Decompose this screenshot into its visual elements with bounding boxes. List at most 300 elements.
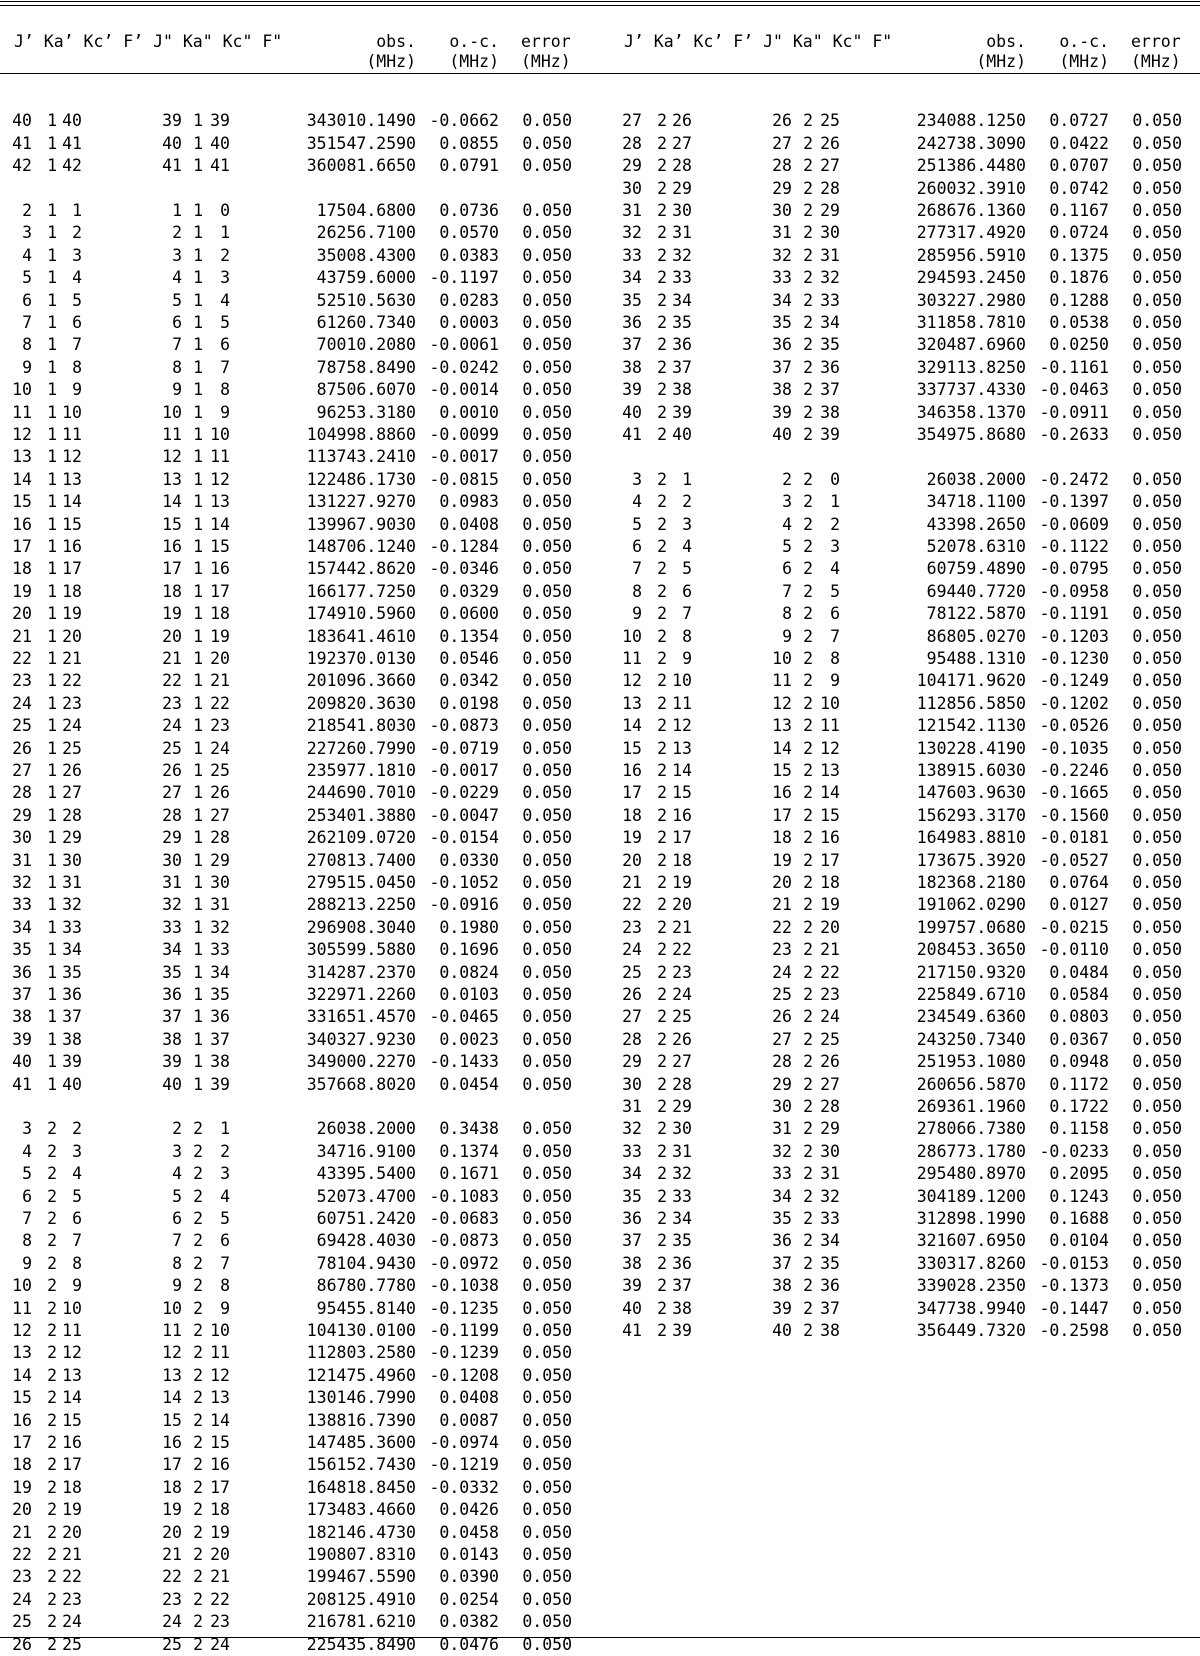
ka-upper-cell: 1 (47, 940, 57, 960)
ka-lower-cell: 2 (803, 290, 813, 310)
freq-error-cell: 0.050 (1132, 133, 1182, 153)
ka-lower-cell: 1 (193, 537, 203, 556)
table-row (610, 962, 1200, 984)
kc-upper-cell: 2 (72, 223, 82, 243)
obs-freq-cell: 296908.3040 (306, 917, 416, 937)
obs-freq-cell: 208453.3650 (916, 940, 1026, 960)
kc-upper-cell: 5 (72, 1186, 82, 1206)
j-upper-cell: 37 (12, 985, 32, 1004)
ka-upper-cell: 1 (47, 313, 57, 332)
ka-upper-cell: 2 (657, 917, 667, 937)
obs-calc-cell: -0.0346 (429, 559, 499, 579)
j-upper-cell: 11 (12, 1298, 32, 1318)
ka-upper-cell: 1 (47, 738, 57, 758)
obs-freq-cell: 156293.3170 (916, 805, 1026, 825)
ka-upper-cell: 2 (47, 1589, 57, 1609)
ka-upper-cell: 2 (657, 1141, 667, 1161)
kc-upper-cell: 10 (62, 402, 82, 422)
freq-error-cell: 0.050 (1132, 738, 1182, 758)
j-lower-cell: 23 (162, 1589, 182, 1609)
j-lower-cell: 5 (782, 537, 792, 556)
ka-upper-cell: 2 (657, 469, 667, 489)
quantum-numbers-header: J’ Ka’ Kc’ F’ J" Ka" Kc" F" (624, 32, 893, 51)
kc-upper-cell: 9 (72, 380, 82, 400)
j-upper-cell: 34 (622, 1164, 642, 1184)
obs-calc-cell: 0.0382 (439, 1612, 499, 1632)
kc-upper-cell: 21 (672, 917, 692, 937)
j-upper-cell: 28 (622, 133, 642, 153)
obs-calc-cell: 0.0422 (1049, 133, 1109, 153)
j-lower-cell: 28 (162, 805, 182, 825)
j-upper-cell: 32 (622, 223, 642, 243)
obs-calc-cell: -0.0017 (429, 447, 499, 467)
j-lower-cell: 12 (162, 447, 182, 467)
ka-lower-cell: 2 (803, 559, 813, 579)
freq-error-cell: 0.050 (1132, 850, 1182, 870)
j-upper-cell: 4 (22, 245, 32, 265)
table-row (610, 558, 1200, 580)
kc-upper-cell: 41 (62, 133, 82, 153)
table-row (610, 491, 1200, 513)
table-row (610, 424, 1200, 446)
j-upper-cell: 16 (622, 761, 642, 780)
freq-error-cell: 0.050 (1132, 537, 1182, 556)
j-lower-cell: 24 (772, 962, 792, 982)
obs-calc-cell: 0.0143 (439, 1545, 499, 1564)
ka-upper-cell: 2 (657, 671, 667, 691)
freq-error-cell: 0.050 (522, 156, 572, 176)
freq-error-cell: 0.050 (522, 1298, 572, 1318)
obs-calc-cell: 0.0283 (439, 290, 499, 310)
ka-lower-cell: 2 (803, 156, 813, 176)
ka-lower-cell: 1 (193, 985, 203, 1004)
table-row (610, 850, 1200, 872)
j-upper-cell: 6 (22, 1186, 32, 1206)
j-upper-cell: 38 (622, 1253, 642, 1273)
kc-upper-cell: 36 (672, 1253, 692, 1273)
j-lower-cell: 28 (772, 156, 792, 176)
kc-upper-cell: 6 (72, 313, 82, 332)
j-upper-cell: 36 (12, 962, 32, 982)
freq-error-cell: 0.050 (522, 357, 572, 377)
obs-calc-cell: 0.0600 (439, 604, 499, 624)
kc-lower-cell: 28 (820, 1097, 840, 1116)
kc-lower-cell: 6 (220, 1231, 230, 1251)
obs-calc-cell: -0.0974 (429, 1433, 499, 1452)
ka-lower-cell: 2 (193, 1186, 203, 1206)
ka-lower-cell: 2 (803, 425, 813, 444)
j-lower-cell: 9 (782, 626, 792, 646)
j-lower-cell: 37 (162, 1007, 182, 1027)
ka-upper-cell: 2 (657, 649, 667, 668)
j-upper-cell: 34 (12, 917, 32, 937)
obs-freq-cell: 251386.4480 (916, 156, 1026, 176)
j-upper-cell: 10 (12, 1276, 32, 1296)
obs-freq-cell: 190807.8310 (306, 1545, 416, 1564)
j-upper-cell: 5 (22, 268, 32, 288)
freq-error-cell: 0.050 (522, 1253, 572, 1273)
freq-error-cell: 0.050 (1132, 1253, 1182, 1273)
j-lower-cell: 25 (162, 1634, 182, 1654)
ka-upper-cell: 2 (47, 1321, 57, 1340)
j-upper-cell: 5 (632, 514, 642, 534)
kc-upper-cell: 35 (672, 313, 692, 332)
obs-freq-cell: 201096.3660 (306, 671, 416, 691)
kc-upper-cell: 32 (672, 245, 692, 265)
ka-upper-cell: 1 (47, 962, 57, 982)
j-upper-cell: 40 (622, 1298, 642, 1318)
obs-calc-cell: -0.0683 (429, 1209, 499, 1228)
j-lower-cell: 20 (162, 626, 182, 646)
obs-freq-cell: 209820.3630 (306, 693, 416, 713)
freq-error-cell: 0.050 (522, 1589, 572, 1609)
j-upper-cell: 20 (12, 604, 32, 624)
obs-freq-cell: 225849.6710 (916, 985, 1026, 1004)
ka-upper-cell: 1 (47, 581, 57, 601)
freq-error-cell: 0.050 (1132, 985, 1182, 1004)
obs-freq-cell: 360081.6650 (306, 156, 416, 176)
kc-upper-cell: 7 (72, 335, 82, 355)
j-lower-cell: 17 (162, 559, 182, 579)
j-lower-cell: 22 (772, 917, 792, 937)
kc-upper-cell: 39 (672, 402, 692, 422)
obs-freq-cell: 346358.1370 (916, 402, 1026, 422)
table-row (610, 222, 1200, 244)
j-lower-cell: 21 (162, 649, 182, 668)
ka-upper-cell: 1 (47, 1074, 57, 1094)
ka-upper-cell: 2 (657, 1097, 667, 1116)
obs-freq-cell: 320487.6960 (916, 335, 1026, 355)
obs-freq-cell: 147485.3600 (306, 1433, 416, 1452)
kc-upper-cell: 25 (62, 738, 82, 758)
kc-lower-cell: 31 (820, 245, 840, 265)
obs-calc-cell: -0.0242 (429, 357, 499, 377)
j-upper-cell: 31 (12, 850, 32, 870)
j-lower-cell: 32 (162, 895, 182, 915)
ka-lower-cell: 2 (193, 1545, 203, 1564)
obs-calc-cell: 0.1374 (439, 1141, 499, 1161)
ka-upper-cell: 2 (657, 1276, 667, 1296)
obs-freq-cell: 343010.1490 (306, 111, 416, 131)
obs-freq-cell: 312898.1990 (916, 1209, 1026, 1228)
j-lower-cell: 7 (782, 581, 792, 601)
kc-upper-cell: 28 (672, 156, 692, 176)
obs-freq-cell: 321607.6950 (916, 1231, 1026, 1251)
ka-lower-cell: 2 (803, 985, 813, 1004)
ka-upper-cell: 1 (47, 156, 57, 176)
obs-calc-cell: -0.0873 (429, 716, 499, 736)
j-upper-cell: 25 (12, 1612, 32, 1632)
freq-error-cell: 0.050 (1132, 245, 1182, 265)
ka-lower-cell: 2 (803, 895, 813, 915)
obs-freq-cell: 314287.2370 (306, 962, 416, 982)
table-row (610, 200, 1200, 222)
kc-lower-cell: 1 (220, 1119, 230, 1139)
obs-freq-cell: 357668.8020 (306, 1074, 416, 1094)
obs-freq-cell: 26256.7100 (316, 223, 416, 243)
j-upper-cell: 35 (12, 940, 32, 960)
j-lower-cell: 40 (772, 1321, 792, 1340)
kc-lower-cell: 19 (210, 626, 230, 646)
ka-upper-cell: 1 (47, 245, 57, 265)
j-lower-cell: 31 (772, 1119, 792, 1139)
freq-error-cell: 0.050 (1132, 313, 1182, 332)
freq-error-cell: 0.050 (522, 805, 572, 825)
kc-upper-cell: 42 (62, 156, 82, 176)
j-lower-cell: 15 (772, 761, 792, 780)
obs-calc-cell: -0.1219 (429, 1455, 499, 1475)
j-lower-cell: 39 (772, 1298, 792, 1318)
obs-freq-cell: 52510.5630 (316, 290, 416, 310)
obs-calc-cell: -0.1202 (1039, 693, 1109, 713)
kc-upper-cell: 33 (672, 1186, 692, 1206)
j-upper-cell: 30 (622, 1074, 642, 1094)
j-upper-cell: 14 (12, 1365, 32, 1385)
j-upper-cell: 23 (12, 671, 32, 691)
obs-freq-cell: 52073.4700 (316, 1186, 416, 1206)
obs-freq-cell: 130146.7990 (306, 1388, 416, 1408)
ka-upper-cell: 1 (47, 917, 57, 937)
ka-lower-cell: 1 (193, 1074, 203, 1094)
kc-lower-cell: 25 (210, 761, 230, 780)
kc-lower-cell: 20 (210, 649, 230, 668)
table-row (0, 1566, 590, 1588)
top-rule-outer (0, 1, 1200, 2)
obs-calc-cell: 0.0538 (1049, 313, 1109, 332)
freq-error-cell: 0.050 (522, 1119, 572, 1139)
ka-lower-cell: 2 (193, 1343, 203, 1363)
obs-freq-cell: 96253.3180 (316, 402, 416, 422)
obs-calc-cell: 0.1722 (1049, 1097, 1109, 1116)
kc-upper-cell: 17 (62, 1455, 82, 1475)
obs-calc-cell: 0.0584 (1049, 985, 1109, 1004)
ka-upper-cell: 1 (47, 1007, 57, 1027)
obs-freq-cell: 331651.4570 (306, 1007, 416, 1027)
kc-upper-cell: 20 (62, 1522, 82, 1542)
j-upper-cell: 30 (12, 828, 32, 848)
freq-error-cell: 0.050 (522, 313, 572, 332)
ka-upper-cell: 1 (47, 1029, 57, 1049)
table-row (0, 1365, 590, 1387)
kc-upper-cell: 27 (62, 783, 82, 803)
freq-error-cell: 0.050 (1132, 1209, 1182, 1228)
freq-error-cell: 0.050 (1132, 1276, 1182, 1296)
freq-error-cell: 0.050 (522, 1343, 572, 1363)
freq-error-cell: 0.050 (1132, 357, 1182, 377)
kc-lower-cell: 2 (220, 245, 230, 265)
ka-lower-cell: 1 (193, 962, 203, 982)
j-upper-cell: 40 (12, 1052, 32, 1072)
ka-lower-cell: 1 (193, 873, 203, 892)
kc-lower-cell: 3 (220, 1164, 230, 1184)
obs-freq-cell: 182146.4730 (306, 1522, 416, 1542)
quantum-numbers-header: J’ Ka’ Kc’ F’ J" Ka" Kc" F" (14, 32, 283, 51)
freq-error-cell: 0.050 (522, 402, 572, 422)
j-lower-cell: 17 (772, 805, 792, 825)
kc-lower-cell: 13 (210, 1388, 230, 1408)
j-lower-cell: 1 (172, 201, 182, 220)
obs-calc-cell: -0.1208 (429, 1365, 499, 1385)
kc-lower-cell: 12 (820, 738, 840, 758)
kc-lower-cell: 32 (210, 917, 230, 937)
j-lower-cell: 27 (772, 1029, 792, 1049)
j-lower-cell: 39 (162, 1052, 182, 1072)
j-upper-cell: 20 (622, 850, 642, 870)
error-unit: (MHz) (1131, 52, 1181, 71)
kc-upper-cell: 6 (682, 581, 692, 601)
ka-lower-cell: 1 (193, 649, 203, 668)
ka-lower-cell: 1 (193, 156, 203, 176)
ka-lower-cell: 2 (193, 1141, 203, 1161)
freq-error-cell: 0.050 (1132, 1298, 1182, 1318)
obs-freq-cell: 304189.1200 (916, 1186, 1026, 1206)
kc-upper-cell: 27 (672, 1052, 692, 1072)
kc-lower-cell: 21 (210, 671, 230, 691)
obs-freq-cell: 173675.3920 (916, 850, 1026, 870)
obs-calc-cell: -0.0229 (429, 783, 499, 803)
ka-lower-cell: 1 (193, 940, 203, 960)
ka-upper-cell: 2 (657, 783, 667, 803)
kc-upper-cell: 24 (672, 985, 692, 1004)
kc-upper-cell: 32 (62, 895, 82, 915)
ka-upper-cell: 2 (47, 1231, 57, 1251)
kc-lower-cell: 21 (820, 940, 840, 960)
kc-upper-cell: 12 (62, 447, 82, 467)
ka-upper-cell: 1 (47, 425, 57, 444)
j-upper-cell: 14 (622, 716, 642, 736)
kc-upper-cell: 29 (62, 828, 82, 848)
ka-lower-cell: 1 (193, 559, 203, 579)
freq-error-cell: 0.050 (522, 111, 572, 131)
ka-lower-cell: 1 (193, 380, 203, 400)
table-row (610, 939, 1200, 961)
kc-lower-cell: 5 (830, 581, 840, 601)
j-lower-cell: 18 (772, 828, 792, 848)
ka-upper-cell: 1 (47, 604, 57, 624)
ka-upper-cell: 2 (47, 1522, 57, 1542)
freq-error-cell: 0.050 (1132, 1231, 1182, 1251)
kc-upper-cell: 10 (62, 1298, 82, 1318)
kc-lower-cell: 37 (210, 1029, 230, 1049)
j-upper-cell: 9 (22, 357, 32, 377)
freq-error-cell: 0.050 (1132, 895, 1182, 915)
kc-lower-cell: 36 (210, 1007, 230, 1027)
freq-error-cell: 0.050 (1132, 671, 1182, 691)
obs-freq-cell: 339028.2350 (916, 1276, 1026, 1296)
ka-upper-cell: 2 (657, 1119, 667, 1139)
j-lower-cell: 18 (162, 1477, 182, 1497)
j-lower-cell: 5 (172, 1186, 182, 1206)
kc-upper-cell: 11 (672, 693, 692, 713)
j-lower-cell: 13 (162, 1365, 182, 1385)
kc-upper-cell: 7 (682, 604, 692, 624)
kc-lower-cell: 38 (820, 402, 840, 422)
j-lower-cell: 8 (172, 357, 182, 377)
table-row (610, 827, 1200, 849)
kc-upper-cell: 17 (62, 559, 82, 579)
freq-error-cell: 0.050 (522, 425, 572, 444)
table-row (610, 670, 1200, 692)
obs-calc-cell: -0.0215 (1039, 917, 1109, 937)
kc-lower-cell: 20 (210, 1545, 230, 1564)
kc-upper-cell: 21 (62, 649, 82, 668)
kc-upper-cell: 34 (62, 940, 82, 960)
obs-calc-cell: 0.1243 (1049, 1186, 1109, 1206)
ka-lower-cell: 2 (193, 1209, 203, 1228)
table-row (0, 1410, 590, 1432)
j-lower-cell: 37 (772, 357, 792, 377)
kc-upper-cell: 37 (62, 1007, 82, 1027)
obs-calc-cell: -0.0795 (1039, 559, 1109, 579)
kc-upper-cell: 6 (72, 1209, 82, 1228)
obs-freq-cell: 43759.6000 (316, 268, 416, 288)
ka-lower-cell: 2 (803, 514, 813, 534)
obs-freq-cell: 216781.6210 (306, 1612, 416, 1632)
kc-lower-cell: 13 (820, 761, 840, 780)
j-upper-cell: 29 (622, 1052, 642, 1072)
j-lower-cell: 26 (772, 111, 792, 131)
ka-upper-cell: 2 (657, 1074, 667, 1094)
obs-freq-cell: 235977.1810 (306, 761, 416, 780)
kc-lower-cell: 0 (220, 201, 230, 220)
j-upper-cell: 37 (622, 335, 642, 355)
freq-error-cell: 0.050 (522, 469, 572, 489)
j-lower-cell: 29 (772, 178, 792, 198)
table-row (0, 1522, 590, 1544)
j-upper-cell: 39 (622, 380, 642, 400)
kc-upper-cell: 15 (672, 783, 692, 803)
kc-lower-cell: 33 (210, 940, 230, 960)
kc-upper-cell: 40 (672, 425, 692, 444)
ka-lower-cell: 1 (193, 828, 203, 848)
j-upper-cell: 28 (622, 1029, 642, 1049)
obs-calc-cell: -0.1397 (1039, 492, 1109, 512)
ka-lower-cell: 2 (803, 1209, 813, 1228)
obs-freq-cell: 329113.8250 (916, 357, 1026, 377)
table-row (610, 648, 1200, 670)
ka-upper-cell: 2 (657, 402, 667, 422)
ka-lower-cell: 1 (193, 245, 203, 265)
kc-lower-cell: 36 (820, 1276, 840, 1296)
obs-calc-cell: -0.0332 (429, 1477, 499, 1497)
obs-freq-cell: 227260.7990 (306, 738, 416, 758)
obs-freq-cell: 269361.1960 (916, 1097, 1026, 1116)
ka-upper-cell: 2 (657, 425, 667, 444)
freq-error-cell: 0.050 (522, 447, 572, 467)
kc-lower-cell: 29 (820, 1119, 840, 1139)
obs-freq-cell: 347738.9940 (916, 1298, 1026, 1318)
kc-upper-cell: 29 (672, 1097, 692, 1116)
j-lower-cell: 38 (772, 380, 792, 400)
obs-calc-cell: 0.1671 (439, 1164, 499, 1184)
freq-error-cell: 0.050 (522, 1186, 572, 1206)
obs-freq-cell: 34718.1100 (926, 492, 1026, 512)
j-lower-cell: 9 (172, 1276, 182, 1296)
freq-error-cell: 0.050 (1132, 1074, 1182, 1094)
table-row (610, 1051, 1200, 1073)
kc-upper-cell: 38 (672, 380, 692, 400)
obs-calc-cell: -0.0815 (429, 469, 499, 489)
kc-lower-cell: 32 (820, 268, 840, 288)
obs-calc-cell: 0.0484 (1049, 962, 1109, 982)
obs-freq-cell: 260656.5870 (916, 1074, 1026, 1094)
obs-freq-cell: 61260.7340 (316, 313, 416, 332)
kc-lower-cell: 6 (220, 335, 230, 355)
obs-calc-cell: -0.0047 (429, 805, 499, 825)
j-lower-cell: 4 (172, 1164, 182, 1184)
kc-upper-cell: 20 (672, 895, 692, 915)
j-lower-cell: 12 (162, 1343, 182, 1363)
